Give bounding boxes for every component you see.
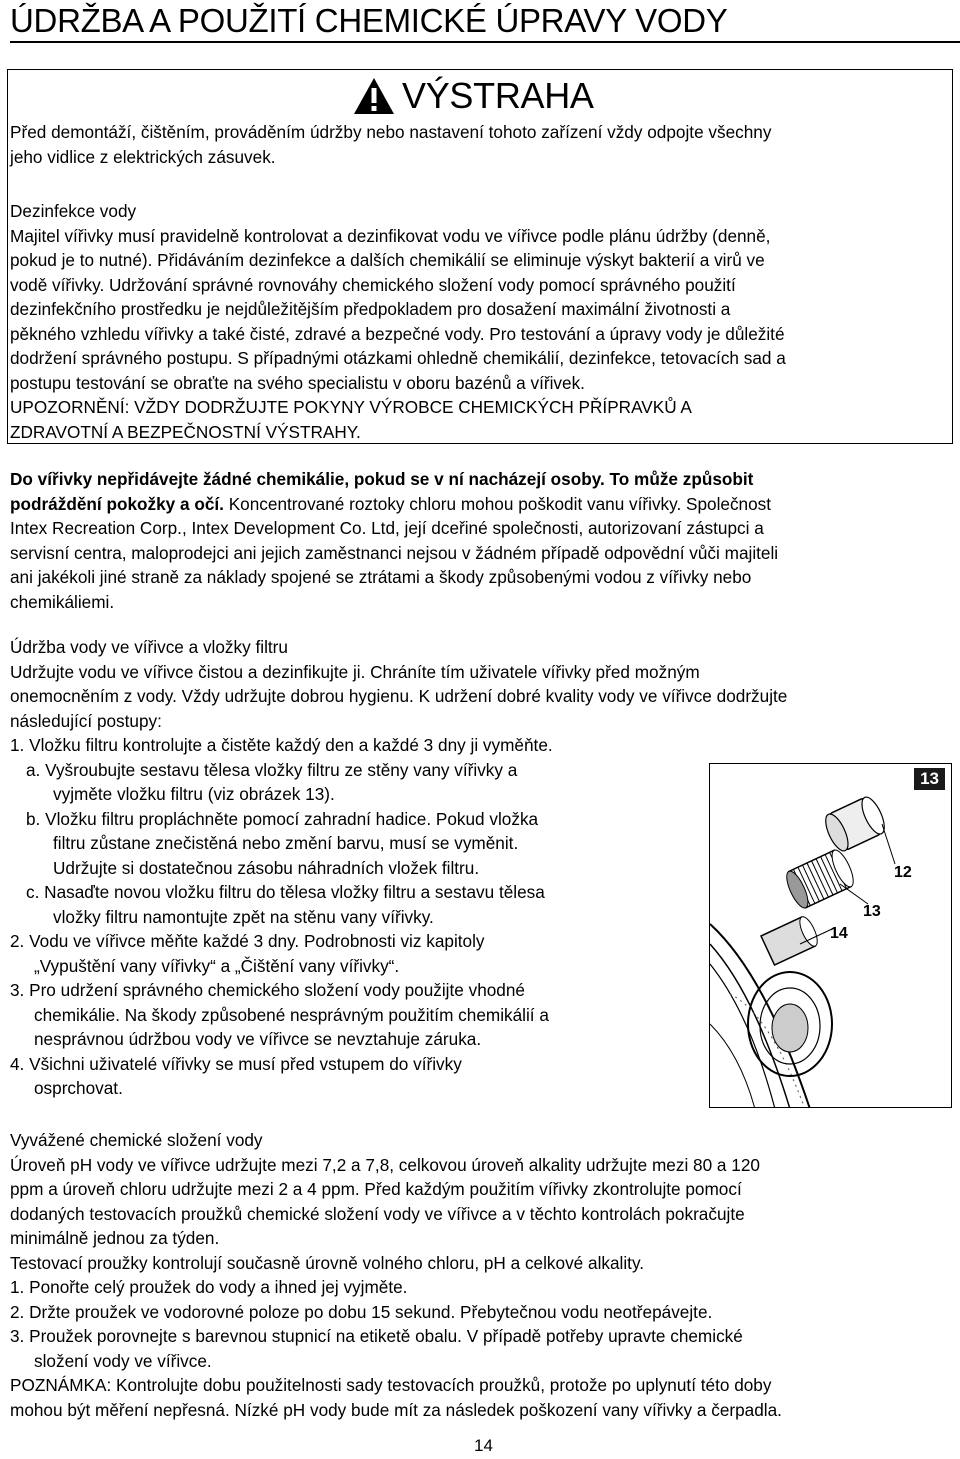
figure-reference: (viz obrázek 13). <box>207 784 335 804</box>
caution-label: UPOZORNĚNÍ: <box>10 397 130 417</box>
warning-text: Před demontáží, čištěním, prováděním údržby nebo nastavení tohoto zařízení vždy odpojte všechny jeho vidlice z elektrických zásuvek. <box>10 122 772 167</box>
disinfection-block: Dezinfekce vody Majitel vířivky musí pravidelně kontrolovat a dezinfikovat vodu ve vířivce podle plánu údržby (denně, pokud je to nutné). Přidáváním dezinfekce a dalších chemikálií se eliminuje výskyt bakterií a virů ve vodě vířivky. Udržování správné rovnováhy chemického složení vody pomocí správného použití dezinfekčního prostředku je nejdůležitějším předpokladem pro dosažení maximální životnosti a pěkného vzhledu vířivky a také čisté, zdravé a bezpečné vody. Pro testování a úpravy vody je důležité dodržení správného postupu. S případnými otázkami ohledně chemikálií, dezinfekce, tetovacích sad a postupu testování se obraťte na svého specialistu v oboru bazénů a vířivek. UPOZORNĚNÍ: VŽDY DODRŽUJTE POKYNY VÝROBCE CHEMICKÝCH PŘÍPRAVKŮ A ZDRAVOTNÍ A BEZPEČNOSTNÍ VÝSTRAHY. <box>10 199 955 444</box>
list-item: 4. Všichni uživatelé vířivky se musí před vstupem do vířivky <box>10 1053 462 1074</box>
page-number: 14 <box>474 1436 493 1455</box>
disinfection-title: Dezinfekce vody <box>10 201 137 221</box>
warning-heading <box>352 74 594 118</box>
list-item: a. Vyšroubujte sestavu tělesa vložky filtru ze stěny vany vířivky a <box>26 759 518 780</box>
list-item: b. Vložku filtru propláchněte pomocí zahradní hadice. Pokud vložka <box>26 808 539 829</box>
figure-label: 14 <box>830 925 848 942</box>
chemical-warning: Do vířivky nepřidávejte žádné chemikálie, pokud se v ní nacházejí osoby. To může způsobit podráždění pokožky a očí. Koncentrované roztoky chloru mohou poškodit vanu vířivky. Společnost Intex Recreation Corp., Intex Development Co. Ltd, její dceřiné společnosti, autorizovaní zástupci a servisní centra, maloprodejci ani jejich zaměstnanci nejsou v žádném případě odpovědní vůči majiteli ani jakékoli jiné straně za náklady spojené se ztrátami a škody způsobenými vodou z vířivky nebo chemikáliemi. <box>10 469 779 612</box>
figure-label: 12 <box>894 864 912 881</box>
list-item: 1. Vložku filtru kontrolujte a čistěte každý den a každé 3 dny ji vyměňte. <box>10 735 553 755</box>
filter-section: Údržba vody ve vířivce a vložky filtru Udržujte vodu ve vířivce čistou a dezinfikujte ji. Chráníte tím uživatele vířivky před možným onemocněním z vody. Vždy udržujte dobrou hygienu. K udržení dobré kvality vody ve vířivce dodržujte následující postupy: 1. Vložku filtru kontrolujte a čistěte každý den a každé 3 dny ji vyměňte. a. Vyšroubujte sestavu tělesa vložky filtru ze stěny vany vířivky a vyjměte vložku filtru (viz obrázek 13). b. Vložku filtru propláchněte pomocí zahradní hadice. Pokud vložka filtru zůstane znečistěná nebo změní barvu, musí se vyměnit. Udržujte si dostatečnou zásobu náhradních vložek filtru. c. Nasaďte novou vložku filtru do tělesa vložky filtru a sestavu tělesa vložky filtru namontujte zpět na stěnu vany vířivky. 2. Vodu ve vířivce měňte každé 3 dny. Podrobnosti viz kapitoly „Vypuštění vany vířivky“ a „Čištění vany vířivky“. 3. Pro udržení správného chemického složení vody použijte vhodné chemikálie. Na škody způsobené nesprávným použitím chemikálií a nesprávnou údržbou vody ve vířivce se nevztahuje záruka. 4. Všichni uživatelé vířivky se musí před vstupem do vířivky osprchovat. <box>10 635 955 1101</box>
filter-illustration <box>710 764 952 1108</box>
warning-heading-text: VÝSTRAHA <box>402 75 594 116</box>
warning-triangle-icon <box>352 76 396 116</box>
list-item: 3. Pro udržení správného chemického složení vody použijte vhodné <box>10 980 525 1000</box>
caution-line: UPOZORNĚNÍ: VŽDY DODRŽUJTE POKYNY VÝROBCE CHEMICKÝCH PŘÍPRAVKŮ A <box>10 397 692 417</box>
figure-13 <box>709 763 952 1108</box>
balance-section: Vyvážené chemické složení vody Úroveň pH vody ve vířivce udržujte mezi 7,2 a 7,8, celkovou úroveň alkality udržujte mezi 80 a 120 ppm a úroveň chloru udržujte mezi 2 a 4 ppm. Před každým použitím vířivky zkontrolujte pomocí dodaných testovacích proužků chemické složení vody ve vířivce a v těchto kontrolách pokračujte minimálně jednou za týden. Testovací proužky kontrolují současně úrovně volného chloru, pH a celkové alkality. 1. Ponořte celý proužek do vody a ihned jej vyjměte. 2. Držte proužek ve vodorovné poloze po dobu 15 sekund. Přebytečnou vodu neotřepávejte. 3. Proužek porovnejte s barevnou stupnicí na etiketě obalu. V případě potřeby upravte chemické složení vody ve vířivce. POZNÁMKA: Kontrolujte dobu použitelnosti sady testovacích proužků, protože po uplynutí této doby mohou být měření nepřesná. Nízké pH vody bude mít za následek poškození vany vířivky a čerpadla. <box>10 1128 955 1422</box>
list-item: c. Nasaďte novou vložku filtru do tělesa vložky filtru a sestavu tělesa <box>26 882 545 902</box>
balance-section-title: Vyvážené chemické složení vody <box>10 1130 263 1150</box>
page-title: ÚDRŽBA A POUŽITÍ CHEMICKÉ ÚPRAVY VODY <box>10 2 728 39</box>
figure-number: 13 <box>914 768 945 790</box>
note-label: POZNÁMKA: <box>10 1375 112 1395</box>
list-item: 2. Vodu ve vířivce měňte každé 3 dny. Podrobnosti viz kapitoly <box>10 931 485 951</box>
title-rule <box>10 41 960 43</box>
figure-label: 13 <box>863 903 881 920</box>
filter-section-title: Údržba vody ve vířivce a vložky filtru <box>10 637 288 657</box>
